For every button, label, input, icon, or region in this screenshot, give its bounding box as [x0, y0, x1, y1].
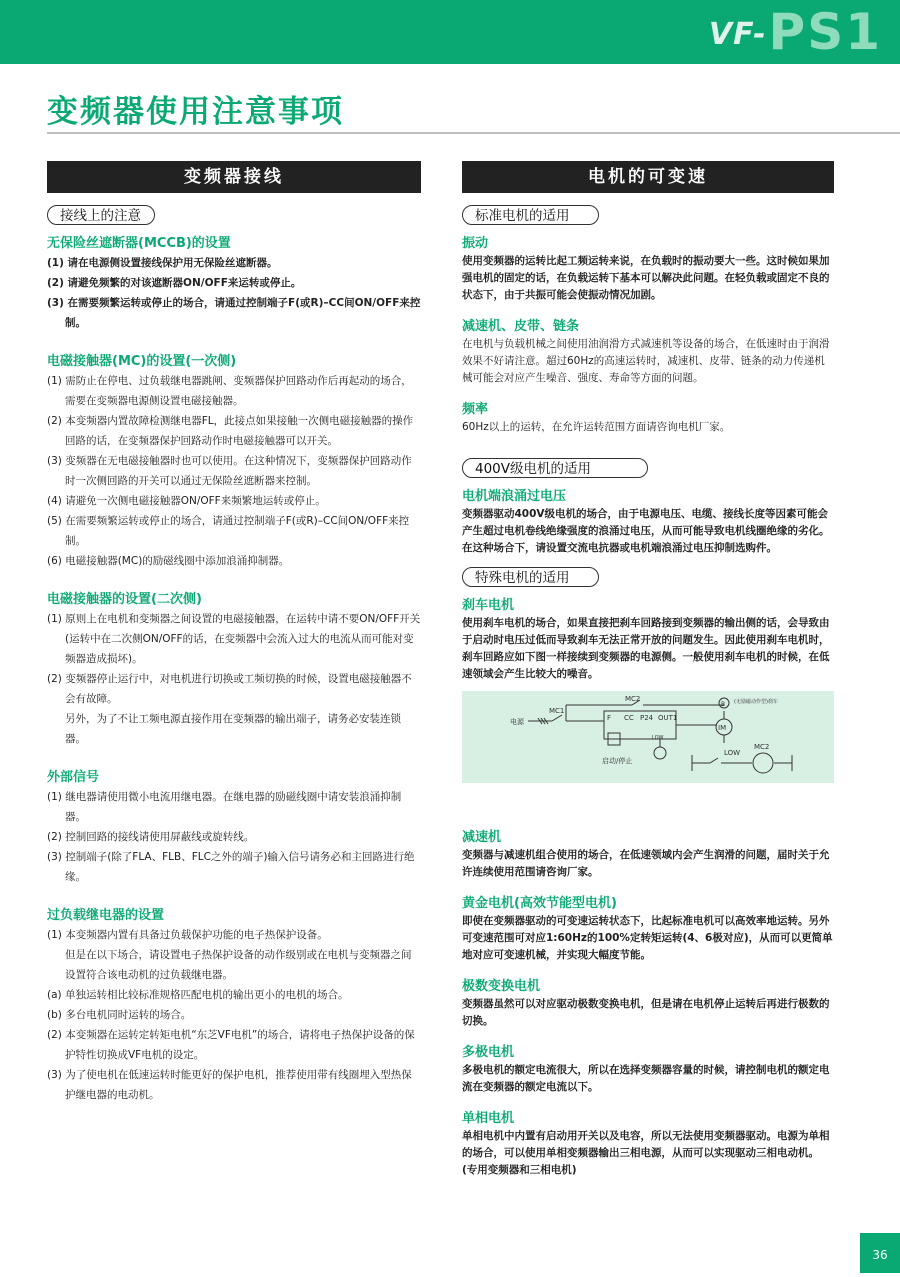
- subheading-single-phase: 单相电机: [462, 1111, 515, 1126]
- label-power: 电源: [510, 718, 524, 726]
- header-bar: [0, 0, 900, 64]
- label-out1: OUT1: [658, 714, 678, 722]
- paragraph: 单相电机中内置有启动用开关以及电容，所以无法使用变频器驱动。电源为单相的场合，可以使用单相变频器输出三相电源，从而可以实现驱动三相电动机。(专用变频器和三相电机): [462, 1130, 830, 1176]
- label-mc2: MC2: [754, 743, 770, 751]
- section-heading-variable-speed: 电机的可变速: [462, 161, 834, 193]
- brand-main: PS1: [768, 3, 882, 61]
- brake-wiring-diagram: [462, 691, 834, 783]
- label-p24: P24: [640, 714, 654, 722]
- paragraph: 即使在变频器驱动的可变速运转状态下，比起标准电机可以高效率地运转。另外可变速范围可对应1:60Hz的100%定转矩运转(4、6极对应)，从而可以更简单地对应可变速机械，并实现大幅度节能。: [462, 915, 833, 961]
- paragraph: 60Hz以上的运转，在允许运转范围方面请咨询电机厂家。: [462, 421, 731, 433]
- paragraph: 多极电机的额定电流很大，所以在选择变频器容量的时候，请控制电机的额定电流在变频器的额定电流以下。: [462, 1064, 830, 1093]
- label-low: LOW: [724, 749, 741, 757]
- subheading-mccb: 无保险丝遮断器(MCCB)的设置: [47, 236, 231, 251]
- subheading-vibration: 振动: [462, 236, 489, 251]
- list-item: (3) 为了使电机在低速运转时能更好的保护电机，推荐使用带有线圈埋入型热保护继电器的电动机。: [47, 1069, 412, 1101]
- list-item: (2) 本变频器在运转定转矩电机“东芝VF电机”的场合，请将电子热保护设备的保护特性切换成VF电机的设定。: [47, 1029, 415, 1061]
- list-item: (3) 控制端子(除了FLA、FLB、FLC之外的端子)输入信号请务必和主回路进行绝缘。: [47, 851, 415, 883]
- label-mc2-top: MC2: [625, 695, 641, 703]
- paragraph: 使用变频器的运转比起工频运转来说，在负载时的振动要大一些。这时候如果加强电机的固定的话，在负载运转下基本可以解决此问题。在轻负载或固定不良的状态下，由于共振可能会使振动情况加剧。: [462, 255, 830, 301]
- label-mc1: MC1: [549, 707, 565, 715]
- brand-logo: [708, 3, 882, 61]
- circuit-svg: [462, 691, 834, 783]
- list-item: (5) 在需要频繁运转或停止的场合，请通过控制端子F(或R)–CC间ON/OFF来控制。: [47, 515, 410, 547]
- list-item: (2) 本变频器内置故障检测继电器FL，此接点如果接触一次侧电磁接触器的操作回路的话，在变频器保护回路动作时电磁接触器可以开关。: [47, 415, 414, 447]
- label-low-box: LOW: [652, 735, 664, 741]
- list-item: (2) 控制回路的接线请使用屏蔽线或旋转线。: [47, 831, 255, 843]
- subheading-mc-secondary: 电磁接触器的设置(二次侧): [47, 592, 202, 607]
- list-note: 另外，为了不让工频电源直接作用在变频器的输出端子，请务必安装连锁器。: [65, 713, 401, 745]
- subheading-surge: 电机端浪涌过电压: [462, 489, 567, 504]
- label-f: F: [607, 714, 612, 722]
- section-heading-wiring: 变频器接线: [47, 161, 421, 193]
- subheading-frequency: 频率: [462, 402, 489, 417]
- list-item: (a) 单独运转相比较标准规格匹配电机的输出更小的电机的场合。: [47, 989, 349, 1001]
- left-column: [47, 161, 421, 1105]
- list-item: (1) 需防止在停电、过负载继电器跳闸、变频器保护回路动作后再起动的场合，需要在变频器电源侧设置电磁接触器。: [47, 375, 412, 407]
- label-im: IM: [718, 724, 727, 732]
- subheading-overload-relay: 过负载继电器的设置: [47, 908, 165, 923]
- page-number: 36: [860, 1233, 900, 1273]
- paragraph: 在电机与负载机械之间使用油润滑方式减速机等设备的场合，在低速时由于润滑效果不好请注意。超过60Hz的高速运转时，减速机、皮带、链条的动力传递机械可能会对应产生噪音、强度、寿命等方面的问题。: [462, 338, 830, 384]
- list-item: (b) 多台电机同时运转的场合。: [47, 1009, 192, 1021]
- label-cc: CC: [624, 714, 634, 722]
- subheading-mc-primary: 电磁接触器(MC)的设置(一次侧): [47, 354, 237, 369]
- subheading-brake-motor: 刹车电机: [462, 598, 515, 613]
- pill-wiring-notes: 接线上的注意: [47, 205, 155, 225]
- list-item: (1) 继电器请使用微小电流用继电器。在继电器的励磁线圈中请安装浪涌抑制器。: [47, 791, 402, 823]
- paragraph: 在这种场合下，请设置交流电抗器或电机端浪涌过电压抑制选购件。: [462, 542, 777, 554]
- title-divider: [47, 132, 900, 134]
- list-item: (3) 变频器在无电磁接触器时也可以使用。在这种情况下，变频器保护回路动作时一次侧回路的开关可以通过无保险丝遮断器来控制。: [47, 455, 412, 487]
- list-item: (2) 请避免频繁的对该遮断器ON/OFF来运转或停止。: [47, 277, 302, 289]
- list-item: (6) 电磁接触器(MC)的励磁线圈中添加浪涌抑制器。: [47, 555, 290, 567]
- list-item: (1) 请在电源侧设置接线保护用无保险丝遮断器。: [47, 257, 278, 269]
- list-item: (1) 本变频器内置有具备过负载保护功能的电子热保护设备。: [47, 929, 328, 941]
- subheading-gear-belt-chain: 减速机、皮带、链条: [462, 319, 580, 334]
- pill-400v-motor: 400V级电机的适用: [462, 458, 648, 478]
- subheading-external-signal: 外部信号: [47, 770, 100, 785]
- pill-special-motor: 特殊电机的适用: [462, 567, 599, 587]
- brand-prefix: VF-: [708, 17, 767, 52]
- label-b: B: [721, 701, 726, 708]
- subheading-multipole: 多极电机: [462, 1045, 515, 1060]
- label-start-stop: 启动/停止: [602, 757, 633, 765]
- paragraph: 使用刹车电机的场合，如果直接把刹车回路接到变频器的输出侧的话，会导致由于启动时电压过低而导致刹车无法正常开放的问题发生。因此使用刹车电机时，刹车回路应如下图一样接续到变频器的电源侧。一般使用刹车电机的时候，在低速领域会产生比较大的噪音。: [462, 617, 830, 680]
- subheading-gold-motor: 黄金电机(高效节能型电机): [462, 896, 617, 911]
- list-item: (1) 原则上在电机和变频器之间设置的电磁接触器，在运转中请不要ON/OFF开关(运转中在二次侧ON/OFF的话，在变频器中会流入过大的电流从而可能对变频器造成损坏)。: [47, 613, 421, 665]
- list-item: (3) 在需要频繁运转或停止的场合，请通过控制端子F(或R)–CC间ON/OFF来控制。: [47, 297, 421, 329]
- list-item: (4) 请避免一次侧电磁接触器ON/OFF来频繁地运转或停止。: [47, 495, 326, 507]
- right-column: [462, 161, 834, 1179]
- paragraph: 变频器虽然可以对应驱动极数变换电机，但是请在电机停止运转后再进行极数的切换。: [462, 998, 830, 1027]
- paragraph: 变频器与减速机组合使用的场合，在低速领域内会产生润滑的问题，届时关于允许连续使用范围请咨询厂家。: [462, 849, 830, 878]
- label-brake-note: (无励磁动作型)刹车: [734, 699, 778, 705]
- pill-standard-motor: 标准电机的适用: [462, 205, 599, 225]
- subheading-pole-change: 极数变换电机: [462, 979, 541, 994]
- list-item: (2) 变频器停止运行中，对电机进行切换或工频切换的时候，设置电磁接触器不会有故障。: [47, 673, 412, 705]
- paragraph: 变频器驱动400V级电机的场合，由于电源电压、电缆、接线长度等因素可能会产生超过电机卷线绝缘强度的浪涌过电压，从而可能导致电机线圈绝缘的劣化。: [462, 508, 830, 537]
- subheading-gear-reducer: 减速机: [462, 830, 502, 845]
- list-note: 但是在以下场合，请设置电子热保护设备的动作级别或在电机与变频器之间设置符合该电动机的过负载继电器。: [65, 949, 412, 981]
- page-title: 变频器使用注意事项: [47, 94, 344, 130]
